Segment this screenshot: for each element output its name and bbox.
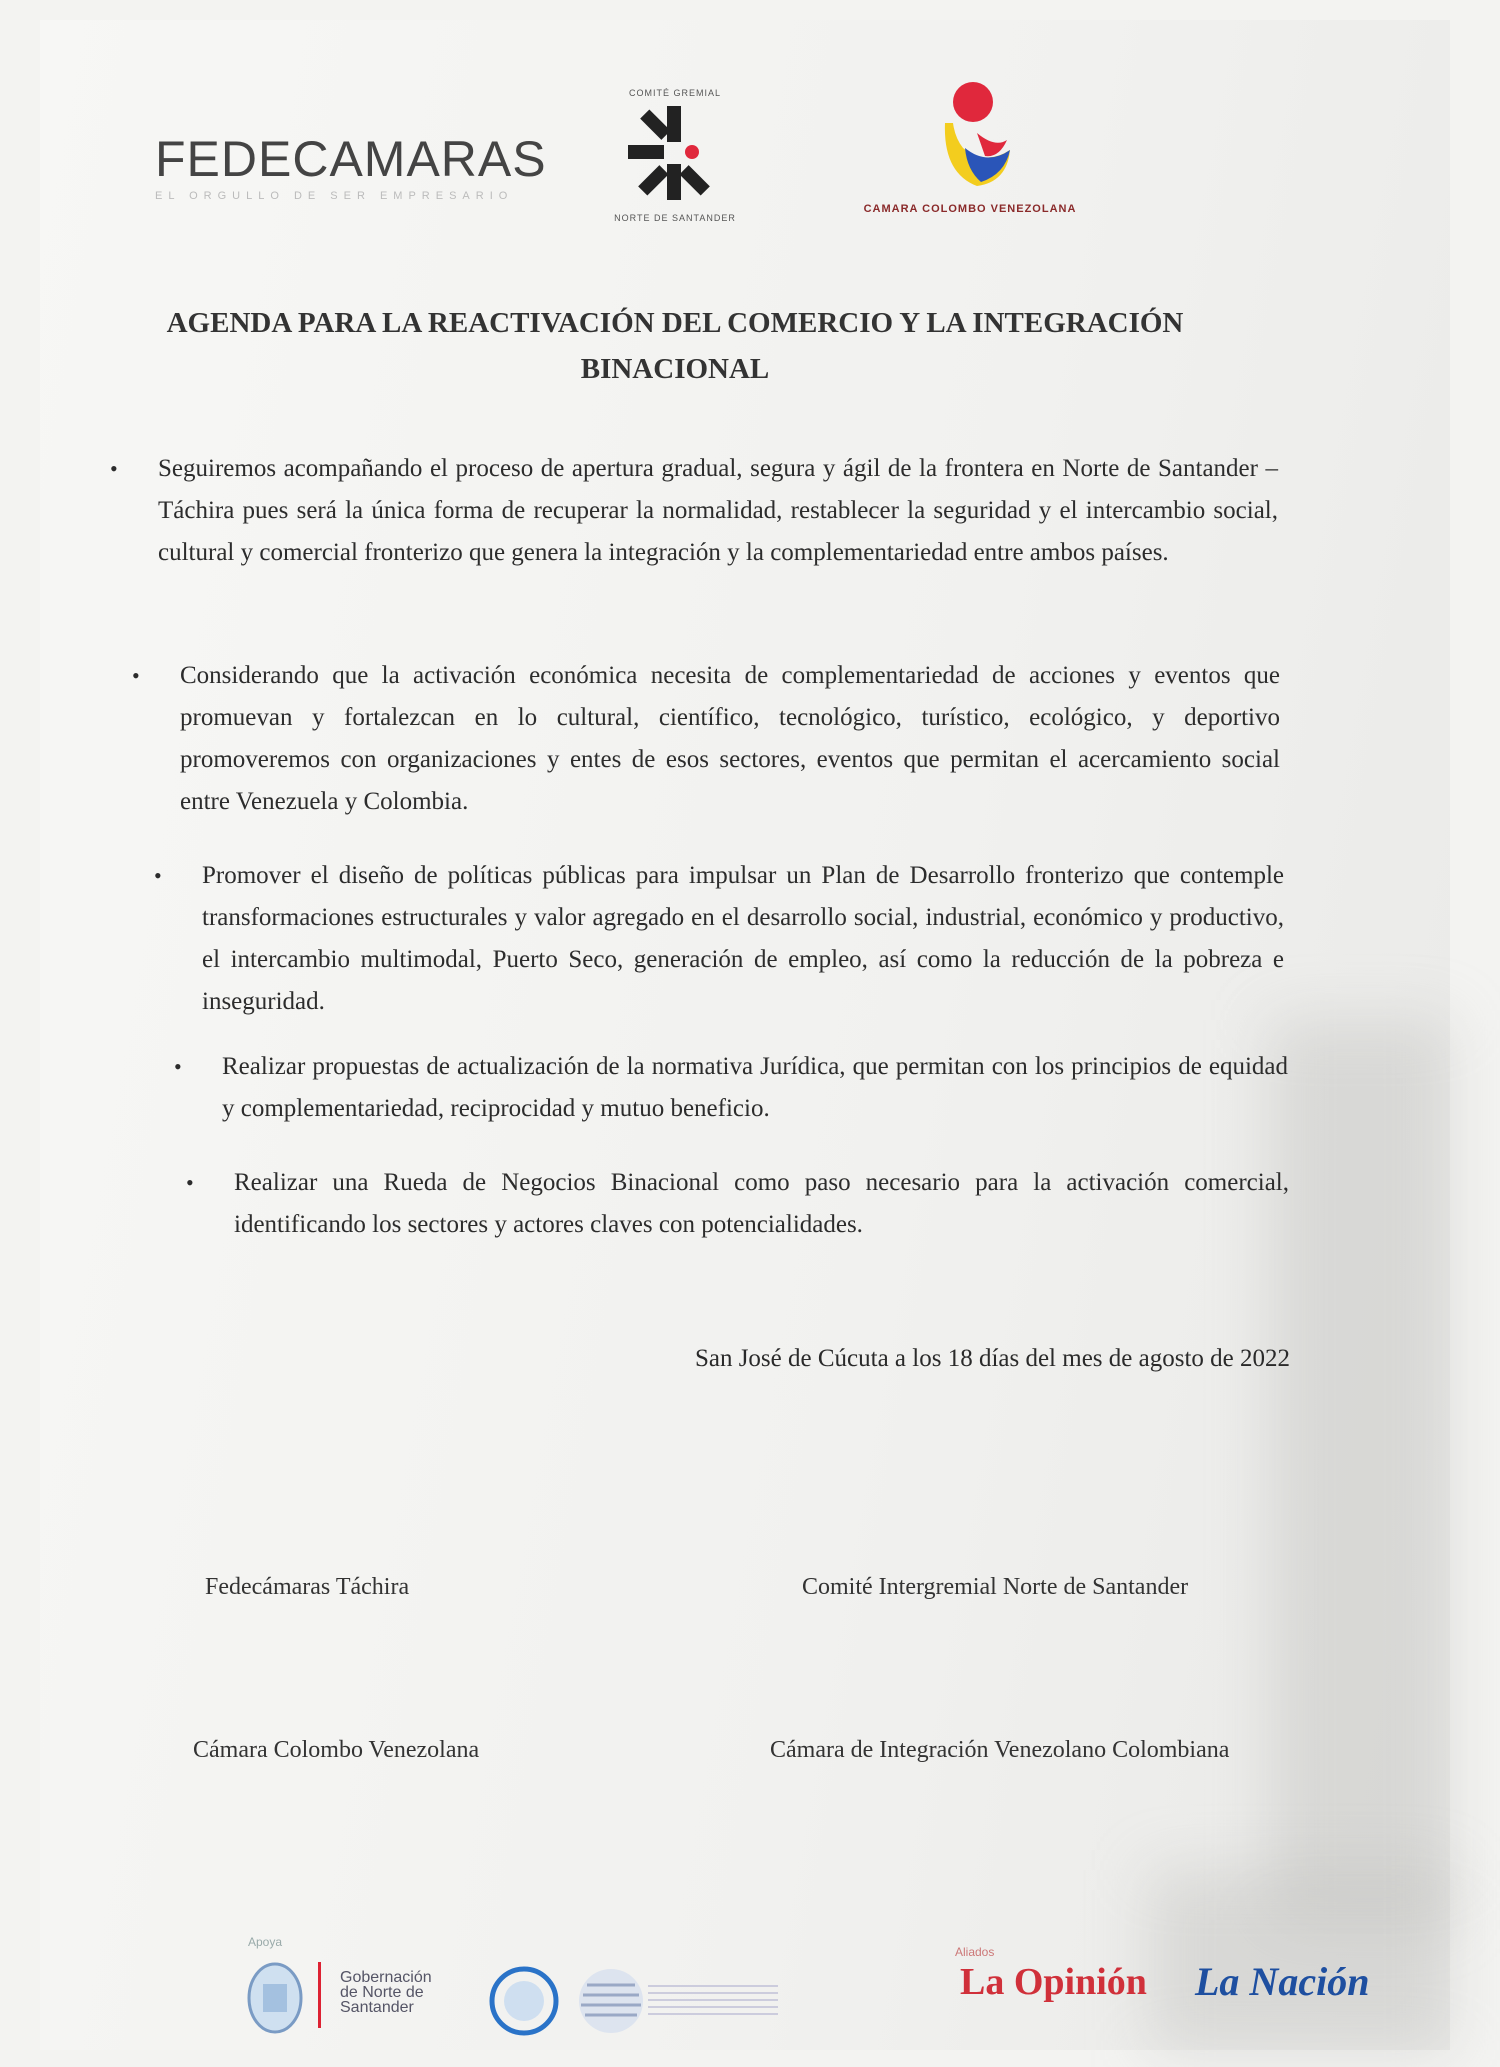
camara-emblem-icon: [915, 78, 1025, 198]
signature-fedecamaras-tachira: Fedecámaras Táchira: [205, 1574, 410, 1600]
bullet-icon: •: [132, 663, 140, 688]
aliados-label: Aliados: [955, 1945, 995, 1959]
bullet-icon: •: [174, 1054, 182, 1079]
comite-bottom-label: NORTE DE SANTANDER: [614, 213, 736, 223]
agenda-item-text: Realizar una Rueda de Negocios Binacional como paso necesario para la activación comercial, identificando los sectores y actores claves con potencialidades.: [234, 1169, 1289, 1238]
date-line: San José de Cúcuta a los 18 días del mes de agosto de 2022: [694, 1345, 1290, 1372]
agenda-item-1: [110, 448, 1278, 574]
comite-gremial-logo: [600, 88, 750, 223]
gobernacion-line: Santander: [340, 1999, 414, 2016]
camara-colombo-venezolana-logo: [855, 78, 1085, 215]
comite-top-label: COMITÉ GREMIAL: [628, 88, 721, 98]
title-line-2: BINACIONAL: [580, 353, 770, 385]
bullet-icon: •: [154, 863, 162, 888]
gobernacion-line: de Norte de: [340, 1984, 424, 2001]
agenda-item-5: [186, 1162, 1289, 1246]
signature-camara-colombo-venezolana: Cámara Colombo Venezolana: [193, 1737, 480, 1763]
signature-comite-intergremial: Comité Intergremial Norte de Santander: [802, 1574, 1189, 1600]
la-opinion-logo: La Opinión: [960, 1961, 1147, 2003]
gobernacion-line: Gobernación: [340, 1969, 432, 1986]
comite-asterisk-icon: [620, 98, 730, 208]
fedecamaras-wordmark: FEDECAMARAS: [155, 131, 547, 187]
agenda-item-text: Seguiremos acompañando el proceso de apertura gradual, segura y ágil de la frontera en Norte de Santander – Táchira pues será la única forma de recuperar la normalidad, restablecer la seguridad y el intercambio social, cultural y comercial fronterizo que genera la integración y la complementariedad entre ambos países.: [158, 455, 1278, 566]
camara-label: CAMARA COLOMBO VENEZOLANA: [863, 203, 1077, 215]
agenda-item-3: [154, 855, 1284, 1023]
fedecamaras-logo: [155, 130, 547, 202]
apoya-label: Apoya: [248, 1935, 283, 1949]
agenda-item-text: Considerando que la activación económica necesita de complementariedad de acciones y eventos que promuevan y fortalezcan en lo cultural, científico, tecnológico, turístico, ecológico, y deportivo promoveremos con organizaciones y entes de esos sectores, eventos que permitan el acercamiento social entre Venezuela y Colombia.: [180, 662, 1280, 815]
bullet-icon: •: [186, 1170, 194, 1195]
signature-camara-integracion: Cámara de Integración Venezolano Colombiana: [770, 1737, 1230, 1763]
globe-logo-icon: [575, 1965, 647, 2037]
document-title: [100, 300, 1250, 392]
gobernacion-divider: [318, 1962, 321, 2028]
gobernacion-shield-icon: [245, 1958, 305, 2038]
agenda-item-text: Promover el diseño de políticas públicas para impulsar un Plan de Desarrollo fronterizo que contemple transformaciones estructurales y valor agregado en el desarrollo social, industrial, económico y productivo, el intercambio multimodal, Puerto Seco, generación de empleo, así como la reducción de la pobreza e inseguridad.: [202, 862, 1284, 1015]
bullet-icon: •: [110, 456, 118, 481]
la-nacion-logo: La Nación: [1195, 1959, 1370, 2004]
partner-seal-icon: [488, 1965, 560, 2037]
agenda-item-2: [132, 655, 1280, 823]
gobernacion-label: [340, 1970, 432, 2015]
agenda-item-4: [174, 1046, 1288, 1130]
fedecamaras-tagline: EL ORGULLO DE SER EMPRESARIO: [155, 190, 514, 202]
title-line-1: AGENDA PARA LA REACTIVACIÓN DEL COMERCIO Y LA INTEGRACIÓN: [166, 307, 1184, 339]
paper-shadow: [1270, 1020, 1450, 1920]
partner-text-logo: [648, 1985, 778, 2015]
agenda-item-text: Realizar propuestas de actualización de la normativa Jurídica, que permitan con los principios de equidad y complementariedad, reciprocidad y mutuo beneficio.: [222, 1053, 1288, 1122]
